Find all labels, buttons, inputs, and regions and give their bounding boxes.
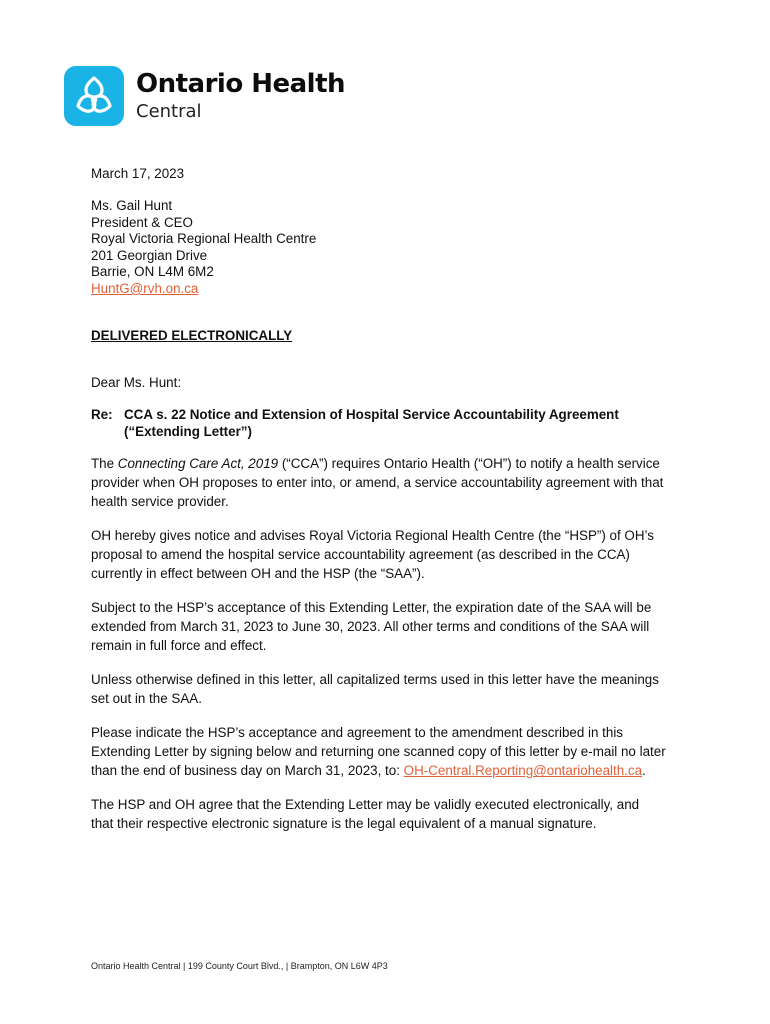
ontario-health-logo	[64, 66, 345, 126]
paragraph-electronic-signature	[91, 795, 691, 833]
logo-wordmark	[136, 69, 345, 123]
paragraph-line: proposal to amend the hospital service accountability agreement (as described in the CCA)	[91, 547, 630, 563]
salutation	[91, 375, 691, 392]
logo-subtitle: Central	[136, 101, 202, 122]
recipient-address	[91, 198, 691, 298]
recipient-email-link[interactable]: HuntG@rvh.on.ca	[91, 280, 199, 296]
paragraph-definitions	[91, 670, 691, 708]
logo-title: Ontario Health	[136, 69, 346, 99]
paragraph-acceptance-instructions	[91, 723, 691, 781]
recipient-title: President & CEO	[91, 214, 193, 230]
recipient-organization: Royal Victoria Regional Health Centre	[91, 231, 317, 247]
paragraph-line: currently in effect between OH and the HSP (the “SAA”).	[91, 566, 425, 582]
paragraph-line: Unless otherwise defined in this letter, all capitalized terms used in this letter have the meanings	[91, 672, 659, 687]
paragraph-line: Please indicate the HSP’s acceptance and agreement to the amendment described in this	[91, 725, 623, 740]
delivery-notice	[91, 328, 691, 345]
paragraph-line: extended from March 31, 2023 to June 30, 2023. All other terms and conditions of the SAA will	[91, 619, 650, 635]
paragraph-line: The Connecting Care Act, 2019 (“CCA”) requires Ontario Health (“OH”) to notify a health service	[91, 456, 660, 471]
re-subject-line-2: (“Extending Letter”)	[124, 424, 252, 439]
re-label: Re:	[91, 407, 113, 422]
paragraph-line: The HSP and OH agree that the Extending Letter may be validly executed electronically, and	[91, 797, 640, 812]
paragraph-notice-proposal	[91, 526, 691, 584]
act-title: Connecting Care Act, 2019	[117, 456, 279, 471]
recipient-city: Barrie, ON L4M 6M2	[91, 264, 214, 280]
delivery-notice-text: DELIVERED ELECTRONICALLY	[91, 328, 293, 343]
paragraph-line: Extending Letter by signing below and returning one scanned copy of this letter by e-mail no later	[91, 744, 666, 760]
re-subject	[124, 406, 619, 440]
paragraph-extension-terms	[91, 598, 691, 656]
recipient-street: 201 Georgian Drive	[91, 247, 208, 263]
paragraph-line: set out in the SAA.	[91, 691, 202, 707]
letter-date	[91, 166, 691, 183]
paragraph-line: OH hereby gives notice and advises Royal Victoria Regional Health Centre (the “HSP”) of OH’s	[91, 528, 654, 543]
recipient-name: Ms. Gail Hunt	[91, 198, 173, 213]
paragraph-line: remain in full force and effect.	[91, 638, 267, 654]
paragraph-line: Subject to the HSP’s acceptance of this Extending Letter, the expiration date of the SAA will be	[91, 600, 652, 615]
paragraph-line: than the end of business day on March 31, 2023, to: OH-Central.Reporting@ontariohealth.ca.	[91, 763, 646, 779]
salutation-text: Dear Ms. Hunt:	[91, 375, 182, 390]
paragraph-line: health service provider.	[91, 494, 229, 510]
paragraph-cca-notice	[91, 454, 691, 512]
ontario-trillium-icon	[64, 66, 124, 126]
date-text: March 17, 2023	[91, 166, 185, 181]
reporting-email-link[interactable]: OH-Central.Reporting@ontariohealth.ca	[403, 763, 643, 779]
re-subject-line-1: CCA s. 22 Notice and Extension of Hospital Service Accountability Agreement	[124, 407, 619, 422]
paragraph-line: provider when OH proposes to enter into, or amend, a service accountability agreement with that	[91, 475, 664, 491]
page-footer: Ontario Health Central | 199 County Court Blvd., | Brampton, ON L6W 4P3	[91, 961, 388, 971]
paragraph-line: that their respective electronic signature is the legal equivalent of a manual signature.	[91, 816, 597, 832]
